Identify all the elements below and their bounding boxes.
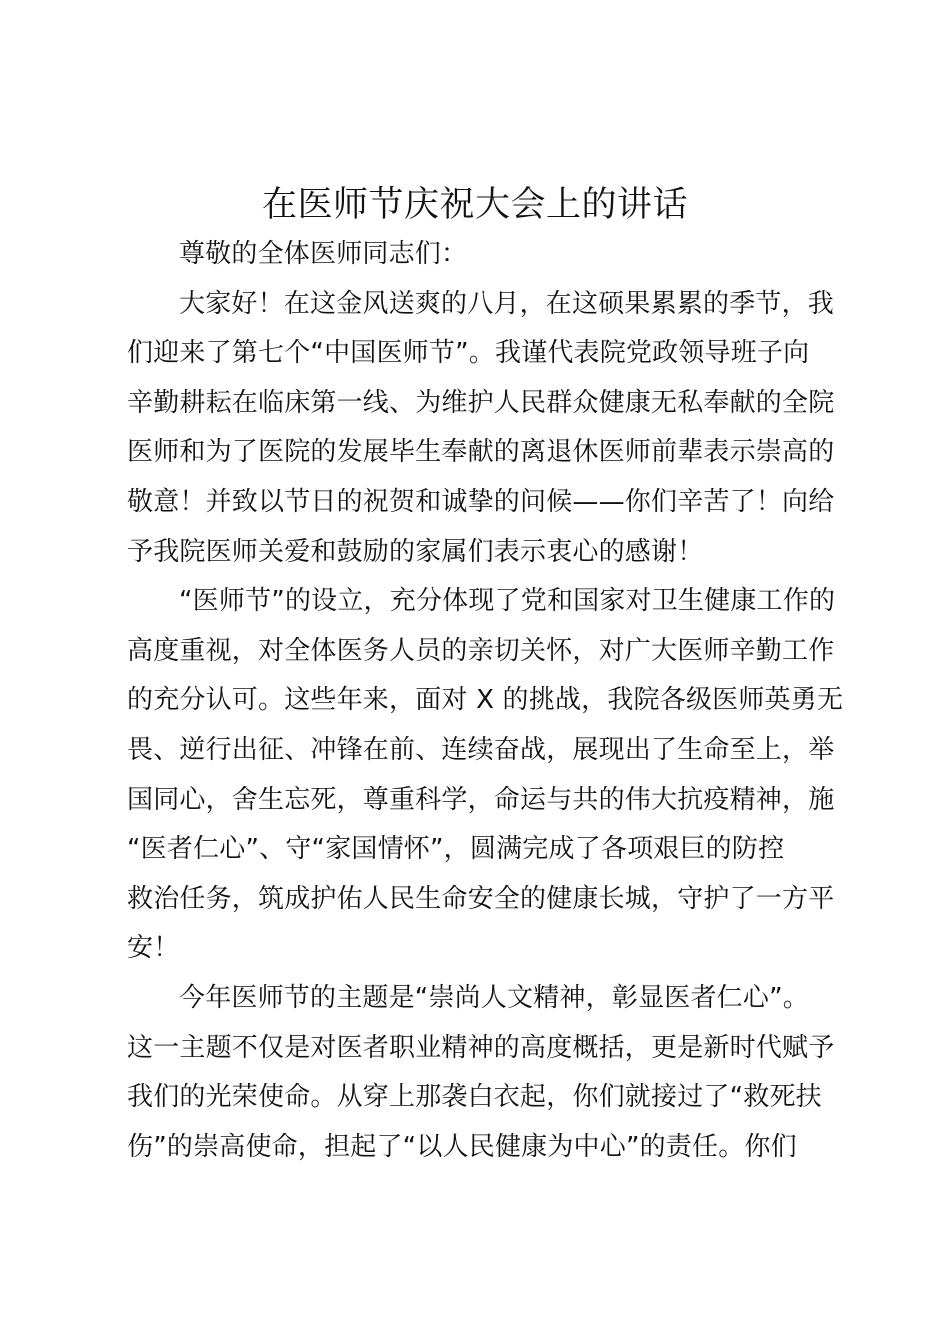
text-line: 尊敬的全体医师同志们： xyxy=(179,239,468,269)
text-line: 今年医师节的主题是“崇尚人文精神，彰显医者仁心”。 xyxy=(179,982,809,1013)
document-title: 在医师节庆祝大会上的讲话 xyxy=(261,185,688,225)
text-line: 敬意！并致以节日的祝贺和诚挚的问候——你们辛苦了！向给 xyxy=(127,486,835,517)
text-line: 们迎来了第七个“中国医师节”。我谨代表院党政领导班子向 xyxy=(127,338,810,369)
text-line: 辛勤耕耘在临床第一线、为维护人民群众健康无私奉献的全院 xyxy=(127,387,835,418)
text-line: 国同心，舍生忘死，尊重科学，命运与共的伟大抗疫精神，施 xyxy=(127,784,835,815)
text-line: 医师和为了医院的发展毕生奉献的离退休医师前辈表示崇高的 xyxy=(127,437,835,468)
text-line: 畏、逆行出征、冲锋在前、连续奋战，展现出了生命至上，举 xyxy=(127,734,835,765)
text-line: 安！ xyxy=(127,933,180,964)
text-line: 的充分认可。这些年来，面对 X 的挑战，我院各级医师英勇无 xyxy=(127,685,844,716)
text-line: 大家好！在这金风送爽的八月，在这硕果累累的季节，我 xyxy=(179,288,835,319)
text-line: 予我院医师关爱和鼓励的家属们表示衷心的感谢！ xyxy=(127,536,704,567)
document-body xyxy=(127,230,844,1172)
text-line: 我们的光荣使命。从穿上那袭白衣起，你们就接过了“救死扶 xyxy=(127,1082,822,1113)
text-line: 高度重视，对全体医务人员的亲切关怀，对广大医师辛勤工作 xyxy=(127,635,835,666)
text-line: “医师节”的设立，充分体现了党和国家对卫生健康工作的 xyxy=(179,586,836,617)
text-line: “医者仁心”、守“家国情怀”，圆满完成了各项艰巨的防控 xyxy=(127,834,785,865)
text-line: 这一主题不仅是对医者职业精神的高度概括，更是新时代赋予 xyxy=(127,1032,835,1063)
text-line: 救治任务，筑成护佑人民生命安全的健康长城，守护了一方平 xyxy=(127,883,835,914)
text-line: 伤”的崇高使命，担起了“以人民健康为中心”的责任。你们 xyxy=(127,1131,797,1162)
